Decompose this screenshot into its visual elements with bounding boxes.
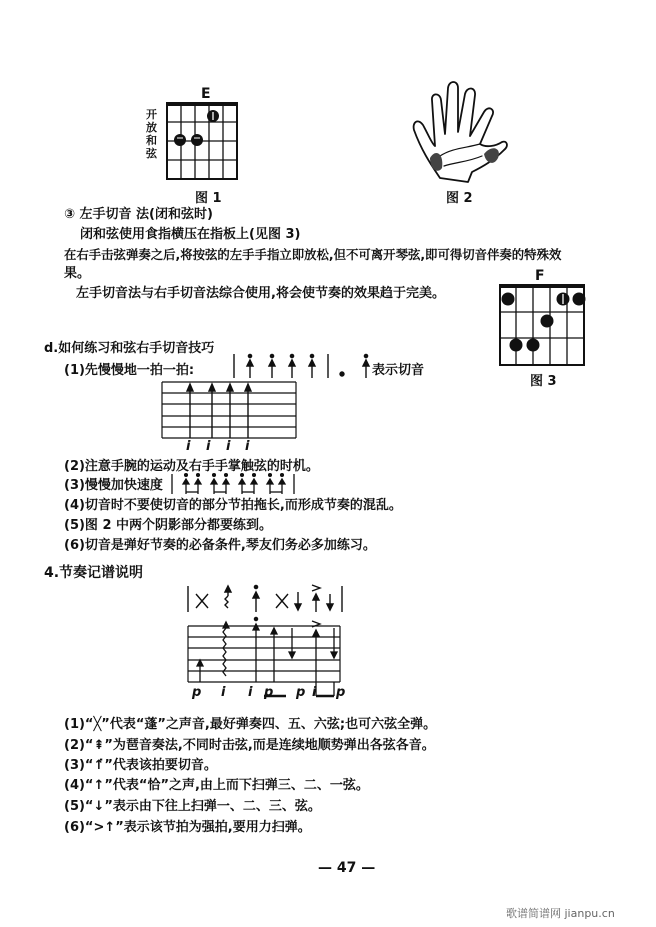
notation-heading: 4.节奏记谱说明 — [44, 565, 144, 581]
notation-item: (1)“╳”代表“蓬”之声音,最好弹奏四、五、六弦;也可六弦全弹。 — [64, 717, 437, 732]
practice-item2: (2)注意手腕的运动及右手手掌触弦的时机。 — [64, 459, 319, 474]
tab-finger-label: p — [336, 685, 346, 700]
left-mute-line1: 闭和弦使用食指横压在指板上(见图 3) — [80, 227, 301, 242]
hand-illustration — [410, 78, 510, 186]
tab-finger-label: i — [312, 685, 317, 700]
tab-finger-label: i — [221, 685, 226, 700]
rhythm-notation-fast — [170, 472, 298, 496]
practice-item4: (4)切音时不要使切音的部分节拍拖长,而形成节奏的混乱。 — [64, 498, 402, 513]
mute-symbol-note: 表示切音 — [372, 363, 425, 378]
tab-finger-label: i — [226, 439, 231, 454]
practice-item5: (5)图 2 中两个阴影部分都要练到。 — [64, 518, 273, 533]
notation-item: (6)“>↑”表示该节拍为强拍,要用力扫弹。 — [64, 820, 311, 835]
page-number: — 47 — — [318, 860, 376, 876]
fig2-caption: 图 2 — [446, 191, 473, 206]
tab-finger-label: i — [248, 685, 253, 700]
tab-finger-label: p — [192, 685, 202, 700]
left-mute-line4: 左手切音法与右手切音法综合使用,将会使节奏的效果趋于完美。 — [76, 286, 445, 301]
practice-item1: (1)先慢慢地一拍一拍: — [64, 363, 195, 378]
rhythm-symbols-row — [186, 582, 346, 614]
fig3-chord-name: F — [535, 268, 545, 284]
fig1-caption: 图 1 — [195, 191, 222, 206]
practice-item6: (6)切音是弹好节奏的必备条件,琴友们务必多加练习。 — [64, 538, 376, 553]
notation-item: (4)“↑”代表“恰”之声,由上而下扫弹三、二、一弦。 — [64, 778, 369, 793]
notation-item: (5)“↓”表示由下往上扫弹一、二、三、弦。 — [64, 799, 321, 814]
practice-heading: d.如何练习和弦右手切音技巧 — [44, 341, 215, 356]
tab-finger-label: p — [264, 685, 274, 700]
fig1-chord-diagram — [166, 102, 238, 182]
tab-finger-label: i — [186, 439, 191, 454]
tab-finger-label: i — [206, 439, 211, 454]
fig3-chord-diagram — [499, 284, 585, 368]
fig1-chord-name: E — [201, 86, 211, 102]
fig1-side-label: 开 放 和 弦 — [146, 108, 157, 160]
fig3-caption: 图 3 — [530, 374, 557, 389]
notation-item: (2)“⇞”为琶音奏法,不同时击弦,而是连续地顺势弹出各弦各音。 — [64, 738, 435, 753]
watermark: 歌谱简谱网 jianpu.cn — [506, 907, 615, 920]
practice-item3: (3)慢慢加快速度 — [64, 478, 163, 493]
notation-item: (3)“↑̇”代表该拍要切音。 — [64, 758, 217, 773]
left-mute-line3: 果。 — [64, 266, 91, 281]
tab-finger-label: i — [245, 439, 250, 454]
left-mute-line2: 在右手击弦弹奏之后,将按弦的左手手指立即放松,但不可离开琴弦,即可得切音伴奏的特殊效 — [64, 247, 562, 262]
left-mute-heading: ③ 左手切音 法(闭和弦时) — [64, 207, 213, 222]
tab-finger-label: p — [296, 685, 306, 700]
rhythm-notation-1 — [232, 352, 372, 380]
